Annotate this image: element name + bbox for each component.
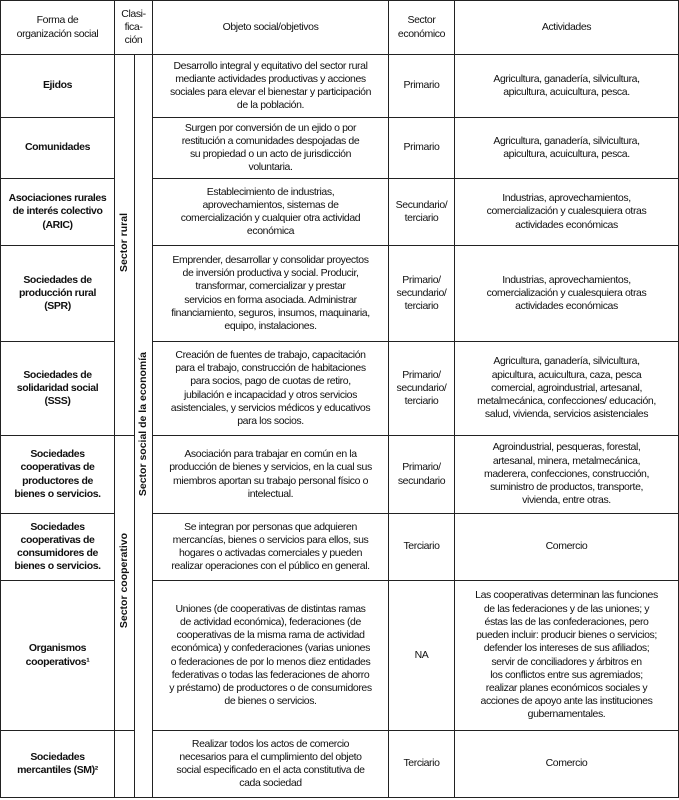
- objeto-cell: Asociación para trabajar en común en la producción de bienes y servicios, en la cual sus miembros aportan su trabajo personal físico o intelectual.: [153, 436, 389, 514]
- table-row: [1, 246, 679, 342]
- sector-cell: Secundario/ terciario: [389, 179, 455, 246]
- forma-cell: Sociedades cooperativas de consumidores de bienes o servicios.: [1, 514, 115, 581]
- actividades-cell: Agroindustrial, pesqueras, forestal, artesanal, minera, metalmecánica, maderera, confecciones, construcción, suministro de productos, transporte, vivienda, entre otras.: [455, 436, 679, 514]
- empty-group-cell: [115, 731, 135, 798]
- group-sector-social: [135, 55, 153, 798]
- table-row: [1, 179, 679, 246]
- sector-cell: NA: [389, 581, 455, 731]
- actividades-cell: Comercio: [455, 731, 679, 798]
- sector-cell: Primario/ secundario: [389, 436, 455, 514]
- objeto-cell: Uniones (de cooperativas de distintas ramas de actividad económica), federaciones (de cooperativas de la misma rama de actividad económica) y confederaciones (varias uniones o federaciones de por lo menos diez entidades federativas o todas las federaciones de ahorro y préstamo) de productores o de consumidores de bienes o servicios.: [153, 581, 389, 731]
- objeto-cell: Surgen por conversión de un ejido o por restitución a comunidades despojadas de su propiedad o un acto de jurisdicción voluntaria.: [153, 118, 389, 179]
- table-row: [1, 731, 679, 798]
- group-sector-cooperativo: [115, 436, 135, 731]
- sector-cell: Terciario: [389, 514, 455, 581]
- sector-cell: Primario: [389, 118, 455, 179]
- actividades-cell: Comercio: [455, 514, 679, 581]
- objeto-cell: Se integran por personas que adquieren mercancías, bienes o servicios para ellos, sus hogares o activadas comerciales y pueden realizar operaciones con el público en general.: [153, 514, 389, 581]
- forma-cell: Sociedades de solidaridad social (SSS): [1, 342, 115, 436]
- table-row: [1, 436, 679, 514]
- sector-cell: Primario: [389, 55, 455, 118]
- sector-cell: Primario/ secundario/ terciario: [389, 342, 455, 436]
- forma-cell: Sociedades de producción rural (SPR): [1, 246, 115, 342]
- group-label: Sector rural: [117, 213, 130, 273]
- actividades-cell: Industrias, aprovechamientos, comercialización y cualesquiera otras actividades económicas: [455, 246, 679, 342]
- header-sector: Sector económico: [389, 1, 455, 55]
- header-clasificacion: Clasi- fica- ción: [115, 1, 153, 55]
- table-row: [1, 342, 679, 436]
- forma-cell: Comunidades: [1, 118, 115, 179]
- actividades-cell: Las cooperativas determinan las funciones de las federaciones y de las uniones; y éstas las de las confederaciones, pero pueden incluir: producir bienes o servicios; defender los intereses de sus afiliados; servir de conciliadores y árbitros en los conflictos entre sus agremiados; realizar planes económicos sociales y acciones de apoyo ante las instituciones gubernamentales.: [455, 581, 679, 731]
- sector-cell: Terciario: [389, 731, 455, 798]
- objeto-cell: Realizar todos los actos de comercio necesarios para el cumplimiento del objeto social especificado en el acta constitutiva de cada sociedad: [153, 731, 389, 798]
- forma-cell: Sociedades mercantiles (SM)²: [1, 731, 115, 798]
- header-forma: Forma de organización social: [1, 1, 115, 55]
- header-objeto: Objeto social/objetivos: [153, 1, 389, 55]
- forma-cell: Sociedades cooperativas de productores de bienes o servicios.: [1, 436, 115, 514]
- objeto-cell: Creación de fuentes de trabajo, capacitación para el trabajo, construcción de habitaciones para socios, pago de cuotas de retiro, jubilación e incapacidad y otros servicios asistenciales, y servicios médicos y educativos para los socios.: [153, 342, 389, 436]
- header-actividades: Actividades: [455, 1, 679, 55]
- group-label: Sector social de la economía: [136, 351, 149, 496]
- forma-cell: Ejidos: [1, 55, 115, 118]
- actividades-cell: Industrias, aprovechamientos, comercialización y cualesquiera otras actividades económicas: [455, 179, 679, 246]
- objeto-cell: Establecimiento de industrias, aprovechamientos, sistemas de comercialización y cualquier otra actividad económica: [153, 179, 389, 246]
- table-row: [1, 55, 679, 118]
- table-row: [1, 514, 679, 581]
- actividades-cell: Agricultura, ganadería, silvicultura, apicultura, acuicultura, pesca.: [455, 55, 679, 118]
- sector-cell: Primario/ secundario/ terciario: [389, 246, 455, 342]
- table-row: [1, 118, 679, 179]
- actividades-cell: Agricultura, ganadería, silvicultura, apicultura, acuicultura, pesca.: [455, 118, 679, 179]
- objeto-cell: Desarrollo integral y equitativo del sector rural mediante actividades productivas y acciones sociales para elevar el bienestar y participación de la población.: [153, 55, 389, 118]
- actividades-cell: Agricultura, ganadería, silvicultura, apicultura, acuicultura, caza, pesca comercial, agroindustrial, artesanal, metalmecánica, confecciones/ educación, salud, vivienda, servicios asistenciales: [455, 342, 679, 436]
- group-label: Sector cooperativo: [117, 533, 130, 629]
- group-sector-rural: [115, 55, 135, 436]
- forma-cell: Asociaciones rurales de interés colectivo (ARIC): [1, 179, 115, 246]
- header-row: [1, 1, 679, 55]
- table-row: [1, 581, 679, 731]
- forma-cell: Organismos cooperativos¹: [1, 581, 115, 731]
- objeto-cell: Emprender, desarrollar y consolidar proyectos de inversión productiva y social. Producir, transformar, comercializar y prestar servicios en forma asociada. Administrar financiamiento, seguros, insumos, maquinaria, equipo, instalaciones.: [153, 246, 389, 342]
